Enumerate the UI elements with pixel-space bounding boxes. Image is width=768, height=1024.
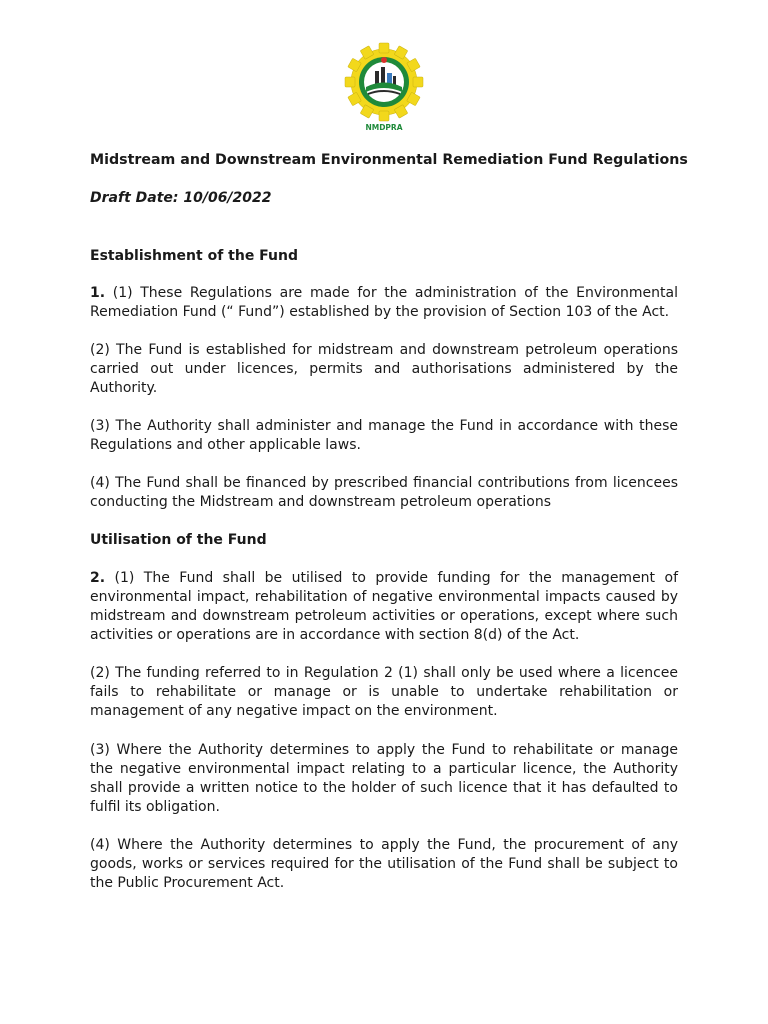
paragraph-1-1 bbox=[90, 284, 678, 322]
paragraph-number: 2. bbox=[90, 570, 106, 586]
logo-label: NMDPRA bbox=[365, 123, 403, 132]
nmdpra-logo bbox=[335, 40, 433, 136]
paragraph-1-2: (2) The Fund is established for midstream and downstream petroleum operations carried out under licences, permits and authorisations administered by the Authority. bbox=[90, 342, 678, 396]
paragraph-2-1 bbox=[90, 569, 678, 645]
paragraph-number: 1. bbox=[90, 285, 106, 301]
document-title: Midstream and Downstream Environmental Remediation Fund Regulations bbox=[90, 152, 688, 168]
paragraph-2-2: (2) The funding referred to in Regulation 2 (1) shall only be used where a licencee fails to rehabilitate or manage or is unable to undertake rehabilitation or management of any negative impact on the environment. bbox=[90, 665, 678, 719]
paragraph-text: (1) These Regulations are made for the administration of the Environmental Remediation Fund (“ Fund”) established by the provision of Section 103 of the Act. bbox=[90, 285, 678, 320]
paragraph-1-3: (3) The Authority shall administer and manage the Fund in accordance with these Regulations and other applicable laws. bbox=[90, 418, 678, 453]
section-heading-utilisation: Utilisation of the Fund bbox=[90, 532, 267, 548]
draft-date: Draft Date: 10/06/2022 bbox=[90, 190, 272, 206]
paragraph-1-4: (4) The Fund shall be financed by prescribed financial contributions from licencees conducting the Midstream and downstream petroleum operations bbox=[90, 475, 678, 510]
gear-emblem-icon bbox=[335, 40, 433, 136]
paragraph-2-3: (3) Where the Authority determines to apply the Fund to rehabilitate or manage the negative environmental impact relating to a particular licence, the Authority shall provide a written notice to the holder of such licence that it has defaulted to fulfil its obligation. bbox=[90, 742, 678, 815]
paragraph-2-4: (4) Where the Authority determines to apply the Fund, the procurement of any goods, works or services required for the utilisation of the Fund shall be subject to the Public Procurement Act. bbox=[90, 837, 678, 891]
section-heading-establishment: Establishment of the Fund bbox=[90, 248, 299, 264]
paragraph-text: (1) The Fund shall be utilised to provide funding for the management of environmental impact, rehabilitation of negative environmental impacts caused by midstream and downstream petroleum activities or operations, except where such activities or operations are in accordance with section 8(d) of the Act. bbox=[90, 570, 678, 643]
